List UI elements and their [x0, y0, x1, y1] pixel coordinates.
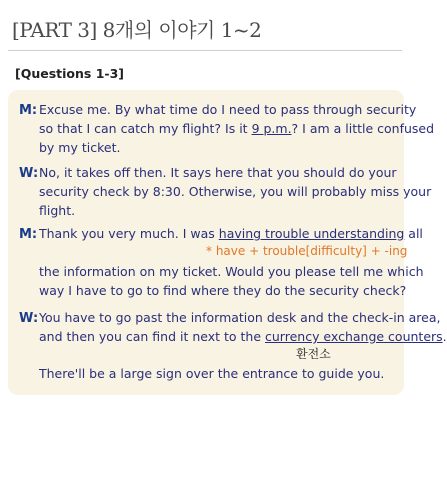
dialogue-text: all	[404, 226, 423, 241]
underlined-phrase: currency exchange counters	[265, 329, 443, 344]
dialogue-text: and then you can find it next to the	[39, 329, 265, 344]
title-divider	[8, 50, 402, 51]
dialogue-text: .	[442, 329, 447, 344]
dialogue-text: so that I can catch my flight? Is it	[39, 121, 252, 136]
speaker-label: W:	[19, 311, 39, 326]
dialogue-line: way I have to go to find where they do the security check?	[39, 283, 407, 298]
dialogue-line: the information on my ticket. Would you please tell me which	[39, 264, 424, 279]
dialogue-box	[8, 90, 447, 395]
dialogue-line: Excuse me. By what time do I need to pass through security	[39, 102, 417, 117]
dialogue-line	[39, 120, 434, 138]
underlined-phrase: 9 p.m.	[251, 121, 292, 136]
dialogue-line: No, it takes off then. It says here that you should do your	[39, 165, 397, 180]
dialogue-text: Thank you very much. I was	[39, 226, 219, 241]
page-title: [PART 3] 8개의 이야기 1~2	[12, 18, 262, 42]
dialogue-line: security check by 8:30. Otherwise, you will probably miss your	[39, 184, 432, 199]
dialogue-line: There'll be a large sign over the entrance to guide you.	[39, 366, 385, 381]
speaker-label: M:	[19, 227, 38, 242]
grammar-note: * have + trouble[difficulty] + -ing	[206, 244, 408, 258]
dialogue-line	[39, 225, 423, 243]
dialogue-line	[39, 328, 447, 346]
speaker-label: W:	[19, 166, 39, 181]
dialogue-line: by my ticket.	[39, 140, 121, 155]
dialogue-line: You have to go past the information desk and the check-in area,	[39, 310, 441, 325]
section-heading: [Questions 1-3]	[15, 66, 124, 81]
dialogue-text: ? I am a little confused	[291, 121, 435, 136]
speaker-label: M:	[19, 103, 38, 118]
underlined-phrase: having trouble understanding	[218, 226, 405, 241]
dialogue-line: flight.	[39, 203, 76, 218]
vocab-note: 환전소	[296, 347, 331, 361]
